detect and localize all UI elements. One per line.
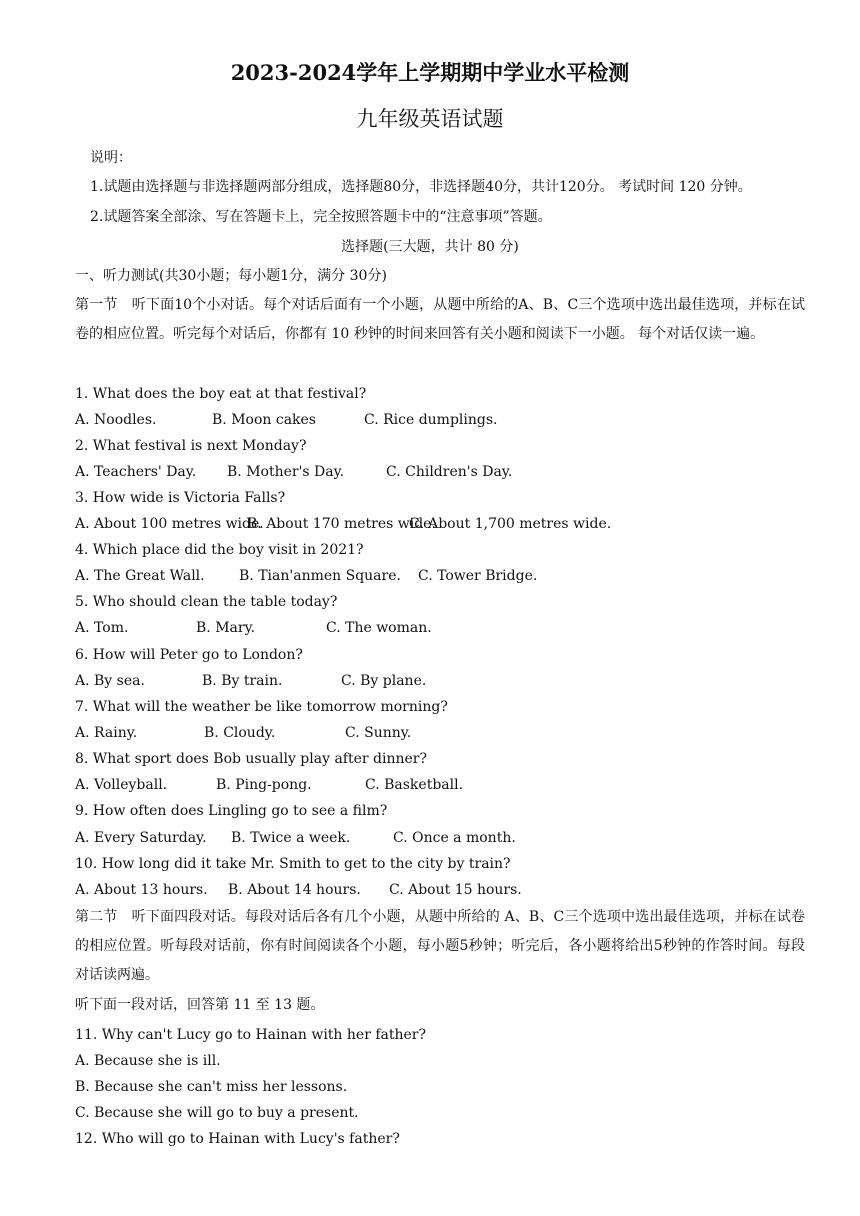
instruction-item-1: 1.试题由选择题与非选择题两部分组成，选择题80分，非选择题40分，共计120分。 考试时间 120 分钟。 (90, 179, 752, 195)
question-7: 7. What will the weather be like tomorrow morning? (75, 699, 448, 715)
part1-section1-instructions: 第一节 听下面10个小对话。每个对话后面有一个小题，从题中所给的A、B、C三个选项中选出最佳选项，并标在试卷的相应位置。听完每个对话后，你都有 10 秒钟的时间来回答有关小题和阅读下一小题。 每个对话仅读一遍。 (75, 297, 805, 342)
q1-option-a: A. Noodles. (75, 412, 157, 428)
q8-option-c: C. Basketball. (365, 777, 464, 793)
q2-option-b: B. Mother's Day. (227, 464, 345, 480)
question-9: 9. How often does Lingling go to see a film? (75, 803, 388, 819)
q5-option-a: A. Tom. (75, 620, 129, 636)
q11-option-a: A. Because she is ill. (75, 1053, 221, 1069)
q1-option-c: C. Rice dumplings. (364, 412, 498, 428)
section-heading: 选择题(三大题，共计 80 分) (341, 239, 519, 255)
q1-option-b: B. Moon cakes (212, 412, 316, 428)
question-8: 8. What sport does Bob usually play after dinner? (75, 751, 427, 767)
q11-option-b: B. Because she can't miss her lessons. (75, 1079, 348, 1095)
q7-option-c: C. Sunny. (345, 725, 412, 741)
question-11: 11. Why can't Lucy go to Hainan with her father? (75, 1027, 426, 1043)
q8-option-a: A. Volleyball. (75, 777, 168, 793)
part1-heading: 一、听力测试(共30小题；每小题1分，满分 30分) (75, 268, 387, 284)
dialogue-1-intro: 听下面一段对话，回答第 11 至 13 题。 (75, 997, 325, 1013)
q8-option-b: B. Ping-pong. (216, 777, 312, 793)
instructions-label: 说明： (90, 150, 132, 166)
q3-option-b: B. About 170 metres wide. (247, 516, 436, 532)
q10-option-a: A. About 13 hours. (75, 882, 208, 898)
q11-option-c: C. Because she will go to buy a present. (75, 1105, 359, 1121)
part1-section2-instructions: 第二节 听下面四段对话。每段对话后各有几个小题，从题中所给的 A、B、C三个选项中选出最佳选项，并标在试卷的相应位置。听每段对话前，你有时间阅读各个小题，每小题5秒钟；听完后，各小题将给出5秒钟的作答时间。每段对话读两遍。 (75, 909, 805, 983)
q6-option-c: C. By plane. (341, 673, 427, 689)
question-6: 6. How will Peter go to London? (75, 647, 303, 663)
q9-option-a: A. Every Saturday. (75, 830, 207, 846)
q7-option-a: A. Rainy. (75, 725, 138, 741)
instruction-item-2: 2.试题答案全部涂、写在答题卡上，完全按照答题卡中的“注意事项”答题。 (90, 209, 552, 225)
question-4: 4. Which place did the boy visit in 2021? (75, 542, 364, 558)
q5-option-c: C. The woman. (326, 620, 432, 636)
q9-option-c: C. Once a month. (393, 830, 516, 846)
question-10: 10. How long did it take Mr. Smith to get to the city by train? (75, 856, 511, 872)
q3-option-c: C. About 1,700 metres wide. (409, 516, 612, 532)
exam-subtitle: 九年级英语试题 (356, 107, 504, 131)
q2-option-a: A. Teachers' Day. (75, 464, 197, 480)
question-5: 5. Who should clean the table today? (75, 594, 338, 610)
q10-option-c: C. About 15 hours. (389, 882, 522, 898)
q2-option-c: C. Children's Day. (386, 464, 513, 480)
question-12: 12. Who will go to Hainan with Lucy's father? (75, 1131, 400, 1147)
q3-option-a: A. About 100 metres wide. (75, 516, 264, 532)
question-2: 2. What festival is next Monday? (75, 438, 307, 454)
q5-option-b: B. Mary. (196, 620, 256, 636)
question-3: 3. How wide is Victoria Falls? (75, 490, 286, 506)
q4-option-c: C. Tower Bridge. (418, 568, 538, 584)
q7-option-b: B. Cloudy. (204, 725, 276, 741)
q9-option-b: B. Twice a week. (231, 830, 351, 846)
exam-title: 2023-2024学年上学期期中学业水平检测 (230, 60, 630, 85)
question-1: 1. What does the boy eat at that festival? (75, 386, 367, 402)
q4-option-b: B. Tian'anmen Square. (239, 568, 401, 584)
q6-option-b: B. By train. (202, 673, 283, 689)
q4-option-a: A. The Great Wall. (75, 568, 205, 584)
q6-option-a: A. By sea. (75, 673, 145, 689)
q10-option-b: B. About 14 hours. (228, 882, 361, 898)
